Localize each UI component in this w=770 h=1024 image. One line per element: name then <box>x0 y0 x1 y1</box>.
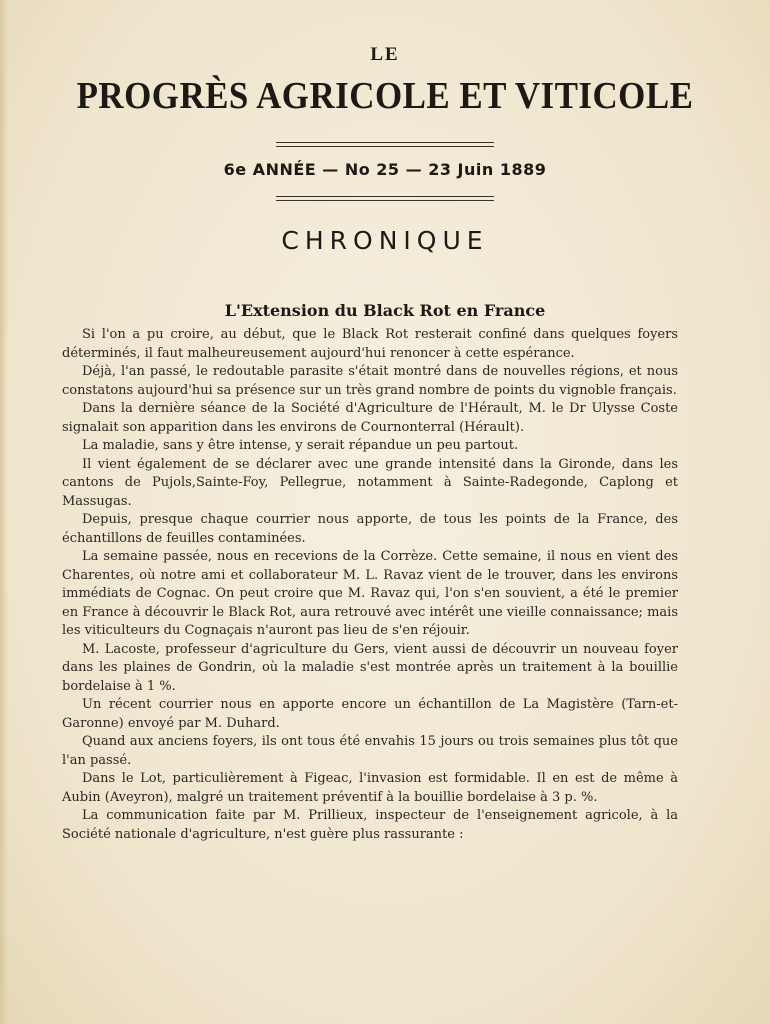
paragraph: La maladie, sans y être intense, y serait répandue un peu partout. <box>82 438 519 453</box>
paragraph: Un récent courrier nous en apporte encore un échantillon de La Magistère (Tarn-et-Garonne) envoyé par M. Duhard. <box>62 697 678 731</box>
paragraph: Dans le Lot, particulièrement à Figeac, l'invasion est formidable. Il en est de même à Aubin (Aveyron), malgré un traitement préventif à la bouillie bordelaise à 3 p. %. <box>62 771 678 805</box>
paragraph: La communication faite par M. Prillieux, inspecteur de l'enseignement agricole, à la Société nationale d'agriculture, n'est guère plus rassurante : <box>62 808 678 842</box>
paragraph: Déjà, l'an passé, le redoutable parasite s'était montré dans de nouvelles régions, et nous constatons aujourd'hui sa présence sur un très grand nombre de points du vignoble français. <box>62 364 678 398</box>
article-body <box>62 326 678 844</box>
section-title: CHRONIQUE <box>281 226 489 255</box>
masthead-article: LE <box>370 44 400 65</box>
paragraph: Depuis, presque chaque courrier nous apporte, de tous les points de la France, des échantillons de feuilles contaminées. <box>62 512 678 546</box>
masthead-title: PROGRÈS AGRICOLE ET VITICOLE <box>76 75 694 117</box>
paragraph: La semaine passée, nous en recevions de la Corrèze. Cette semaine, il nous en vient des Charentes, où notre ami et collaborateur M. L. Ravaz vient de le trouver, dans les environs immédiats de Cognac. On peut croire que M. Ravaz qui, l'on s'en souvient, a été le premier en France à découvrir le Black Rot, aura retrouvé avec intérêt une vieille connaissance; mais les viticulteurs du Cognaçais n'auront pas lieu de s'en réjouir. <box>62 549 678 638</box>
bottom-rule-1 <box>276 196 494 197</box>
paragraph: Il vient également de se déclarer avec une grande intensité dans la Gironde, dans les cantons de Pujols,Sainte-Foy, Pellegrue, notamment à Sainte-Radegonde, Caplong et Massugas. <box>62 456 678 509</box>
article-title: L'Extension du Black Rot en France <box>224 301 546 320</box>
top-rule-2 <box>276 146 494 147</box>
top-rule-1 <box>276 142 494 143</box>
bottom-rule-2 <box>276 200 494 201</box>
paragraph: M. Lacoste, professeur d'agriculture du Gers, vient aussi de découvrir un nouveau foyer dans les plaines de Gondrin, où la maladie s'est montrée après un traitement à la bouillie bordelaise à 1 %. <box>62 641 678 694</box>
issue-line: 6e ANNÉE — No 25 — 23 Juin 1889 <box>223 160 547 179</box>
paragraph: Quand aux anciens foyers, ils ont tous été envahis 15 jours ou trois semaines plus tôt que l'an passé. <box>62 734 678 768</box>
page-edge-shadow <box>0 0 8 1024</box>
paragraph: Si l'on a pu croire, au début, que le Black Rot resterait confiné dans quelques foyers déterminés, il faut malheureusement aujourd'hui renoncer à cette espérance. <box>62 327 678 361</box>
paragraph: Dans la dernière séance de la Société d'Agriculture de l'Hérault, M. le Dr Ulysse Coste signalait son apparition dans les environs de Cournonterral (Hérault). <box>62 401 678 435</box>
